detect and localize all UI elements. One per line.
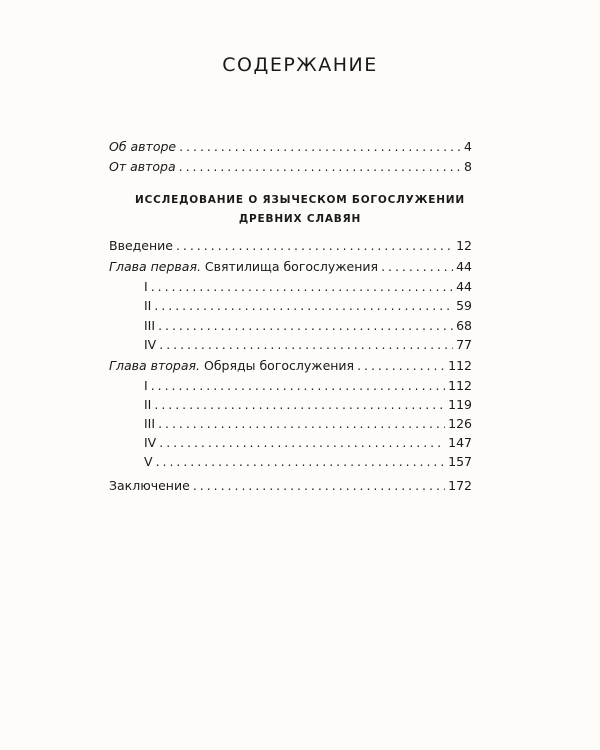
chapter-title: Святилища богослужения bbox=[204, 259, 379, 274]
leader-dots bbox=[159, 337, 453, 353]
entry-page: 44 bbox=[456, 259, 472, 274]
toc-entry-chapter-2-part-5[interactable] bbox=[144, 454, 472, 470]
entry-page: 112 bbox=[448, 358, 472, 373]
chapter-prefix: Глава первая. bbox=[109, 259, 201, 274]
entry-page: 172 bbox=[448, 478, 472, 493]
entry-page: 8 bbox=[464, 159, 472, 174]
leader-dots bbox=[176, 238, 453, 254]
entry-page: 44 bbox=[456, 279, 472, 294]
toc-entry-chapter-1-part-4[interactable] bbox=[144, 337, 472, 353]
leader-dots bbox=[193, 478, 445, 494]
toc-entry-chapter-2-part-3[interactable] bbox=[144, 416, 472, 432]
toc-entry-introduction[interactable] bbox=[109, 238, 472, 254]
entry-label: От автора bbox=[109, 159, 176, 174]
entry-page: 4 bbox=[464, 139, 472, 154]
entry-label: Заключение bbox=[109, 478, 190, 493]
entry-page: 112 bbox=[448, 378, 472, 393]
entry-label: III bbox=[144, 318, 156, 333]
leader-dots bbox=[154, 298, 453, 314]
entry-label: I bbox=[144, 378, 148, 393]
leader-dots bbox=[179, 139, 461, 155]
entry-page: 12 bbox=[456, 238, 472, 253]
entry-label: Об авторе bbox=[109, 139, 177, 154]
section-heading-line1: ИССЛЕДОВАНИЕ О ЯЗЫЧЕСКОМ БОГОСЛУЖЕНИИ bbox=[135, 194, 465, 206]
toc-entry-chapter-2-part-1[interactable] bbox=[144, 378, 472, 394]
entry-page: 77 bbox=[456, 337, 472, 352]
leader-dots bbox=[159, 435, 445, 451]
leader-dots bbox=[154, 397, 445, 413]
leader-dots bbox=[158, 318, 453, 334]
chapter-prefix: Глава вторая. bbox=[109, 358, 200, 373]
entry-label: III bbox=[144, 416, 156, 431]
leader-dots bbox=[156, 454, 446, 470]
page-title: СОДЕРЖАНИЕ bbox=[222, 54, 378, 76]
toc-entry-chapter-1-part-3[interactable] bbox=[144, 318, 472, 334]
entry-label: II bbox=[144, 397, 152, 412]
toc-entry-chapter-2-part-2[interactable] bbox=[144, 397, 472, 413]
leader-dots bbox=[357, 358, 445, 374]
chapter-title: Обряды богослужения bbox=[203, 358, 355, 373]
entry-label: IV bbox=[144, 435, 157, 450]
entry-page: 119 bbox=[448, 397, 472, 412]
toc-entry-chapter-2-part-4[interactable] bbox=[144, 435, 472, 451]
leader-dots bbox=[151, 378, 445, 394]
entry-page: 68 bbox=[456, 318, 472, 333]
entry-label: IV bbox=[144, 337, 157, 352]
leader-dots bbox=[158, 416, 445, 432]
toc-entry-chapter-1[interactable] bbox=[109, 259, 472, 275]
leader-dots bbox=[179, 159, 461, 175]
toc-entry-conclusion[interactable] bbox=[109, 478, 472, 494]
toc-entry-chapter-2[interactable] bbox=[109, 358, 472, 374]
entry-page: 147 bbox=[448, 435, 472, 450]
entry-page: 157 bbox=[448, 454, 472, 469]
entry-label bbox=[109, 259, 378, 275]
entry-label bbox=[109, 358, 354, 374]
leader-dots bbox=[381, 259, 453, 275]
entry-label: I bbox=[144, 279, 148, 294]
section-heading-line2: ДРЕВНИХ СЛАВЯН bbox=[238, 213, 362, 225]
toc-entry-chapter-1-part-2[interactable] bbox=[144, 298, 472, 314]
entry-page: 59 bbox=[456, 298, 472, 313]
toc-entry-chapter-1-part-1[interactable] bbox=[144, 279, 472, 295]
entry-label: II bbox=[144, 298, 152, 313]
entry-label: Введение bbox=[109, 238, 173, 253]
toc-entry-from-author[interactable] bbox=[109, 159, 472, 175]
leader-dots bbox=[151, 279, 453, 295]
entry-label: V bbox=[144, 454, 153, 469]
toc-entry-about-author[interactable] bbox=[109, 139, 472, 155]
entry-page: 126 bbox=[448, 416, 472, 431]
